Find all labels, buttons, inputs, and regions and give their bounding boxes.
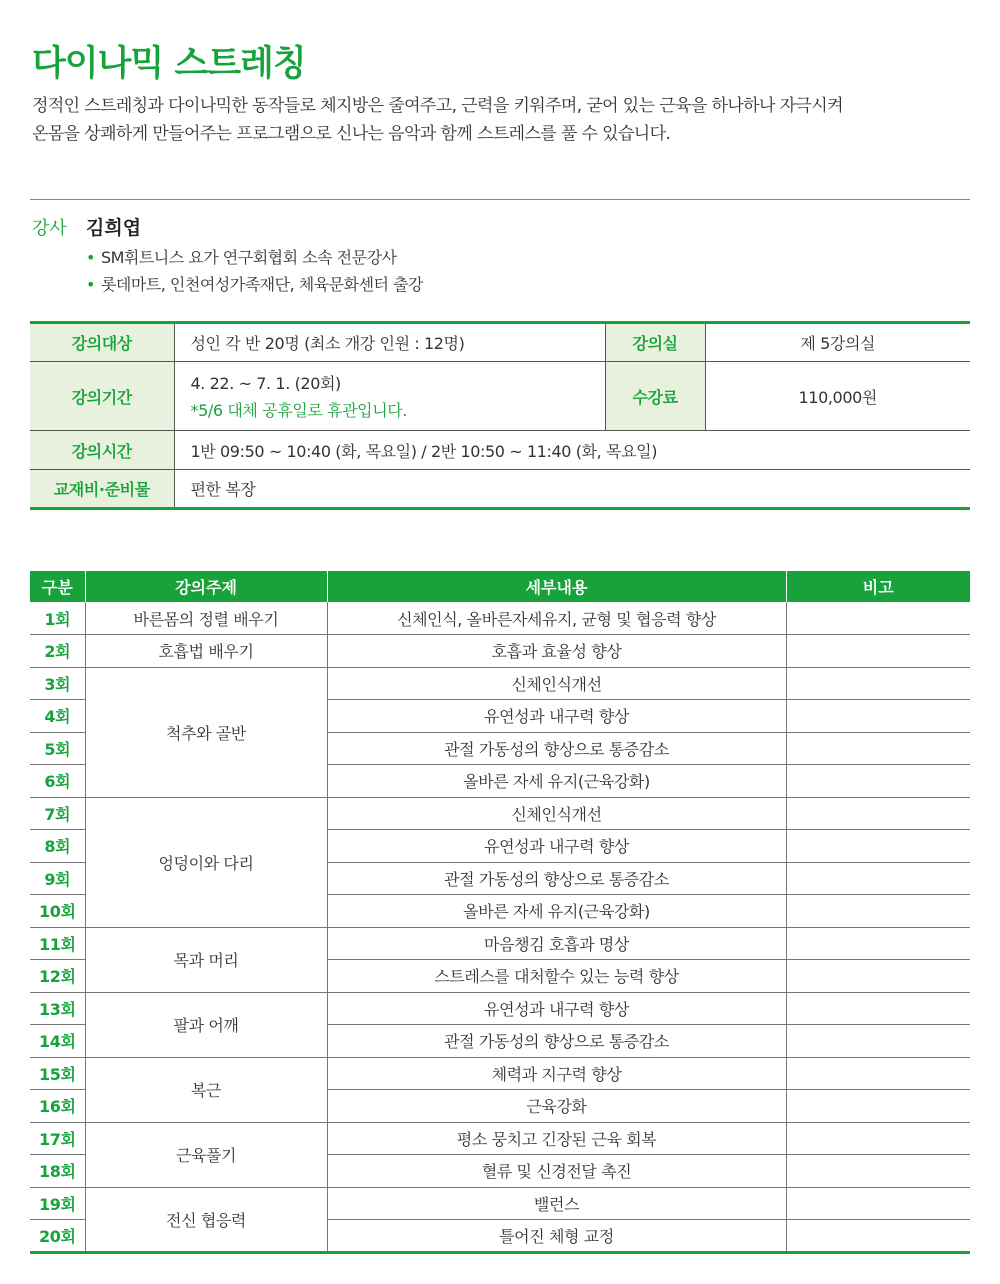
session-detail: 올바른 자세 유지(근육강화) [327,895,786,928]
program-description [32,92,982,148]
table-row [30,797,970,830]
career-item: • SM휘트니스 요가 연구회협회 소속 전문강사 [86,248,397,267]
session-detail: 신체인식개선 [327,667,786,700]
course-info-table [30,321,970,510]
session-topic: 엉덩이와 다리 [85,797,327,927]
session-number: 14회 [30,1025,85,1058]
description-line: 온몸을 상쾌하게 만들어주는 프로그램으로 신나는 음악과 함께 스트레스를 풀 수 있습니다. [32,124,671,144]
session-remarks [786,830,970,863]
session-remarks [786,602,970,635]
session-topic: 팔과 어깨 [85,992,327,1057]
session-topic: 목과 머리 [85,927,327,992]
session-remarks [786,1025,970,1058]
curriculum-body [30,602,970,1252]
session-remarks [786,992,970,1025]
table-row [30,635,970,668]
time-label: 강의시간 [30,431,174,470]
session-topic: 근육풀기 [85,1122,327,1187]
session-number: 2회 [30,635,85,668]
session-remarks [786,700,970,733]
fee-value: 110,000원 [705,362,970,431]
table-row [30,992,970,1025]
session-detail: 유연성과 내구력 향상 [327,992,786,1025]
session-detail: 혈류 및 신경전달 촉진 [327,1155,786,1188]
session-remarks [786,1122,970,1155]
session-number: 1회 [30,602,85,635]
session-remarks [786,1220,970,1253]
session-topic: 복근 [85,1057,327,1122]
description-line: 정적인 스트레칭과 다이나믹한 동작들로 체지방은 줄여주고, 근력을 키워주며, 굳어 있는 근육을 하나하나 자극시켜 [32,96,843,116]
session-number: 12회 [30,960,85,993]
session-number: 3회 [30,667,85,700]
session-detail: 관절 가동성의 향상으로 통증감소 [327,1025,786,1058]
session-remarks [786,1187,970,1220]
session-number: 13회 [30,992,85,1025]
session-number: 16회 [30,1090,85,1123]
session-detail: 유연성과 내구력 향상 [327,700,786,733]
session-topic: 바른몸의 정렬 배우기 [85,602,327,635]
period-note: *5/6 대체 공휴일로 휴관입니다. [190,401,408,420]
session-number: 10회 [30,895,85,928]
curriculum-header-row [30,571,970,602]
page-title: 다이나믹 스트레칭 [32,44,306,84]
session-topic: 호흡법 배우기 [85,635,327,668]
session-remarks [786,1155,970,1188]
session-remarks [786,1057,970,1090]
table-row [30,602,970,635]
materials-label: 교재비·준비물 [30,470,174,509]
session-remarks [786,895,970,928]
session-number: 17회 [30,1122,85,1155]
session-number: 15회 [30,1057,85,1090]
session-detail: 근육강화 [327,1090,786,1123]
table-row [30,1187,970,1220]
room-label: 강의실 [605,323,705,362]
info-row [30,362,970,431]
info-row [30,323,970,362]
period-value: 4. 22. ~ 7. 1. (20회) [190,374,341,393]
table-row [30,667,970,700]
session-remarks [786,797,970,830]
session-detail: 체력과 지구력 향상 [327,1057,786,1090]
session-detail: 스트레스를 대처할수 있는 능력 향상 [327,960,786,993]
session-remarks [786,765,970,798]
table-row [30,1122,970,1155]
session-detail: 관절 가동성의 향상으로 통증감소 [327,862,786,895]
instructor-name: 김희엽 [86,217,142,239]
session-detail: 호흡과 효율성 향상 [327,635,786,668]
session-number: 4회 [30,700,85,733]
period-cell [174,362,605,431]
session-detail: 틀어진 체형 교정 [327,1220,786,1253]
table-row [30,927,970,960]
session-topic: 척추와 골반 [85,667,327,797]
header-topic: 강의주제 [85,571,327,602]
session-remarks [786,1090,970,1123]
session-remarks [786,667,970,700]
session-number: 18회 [30,1155,85,1188]
fee-label: 수강료 [605,362,705,431]
session-remarks [786,862,970,895]
materials-value: 편한 복장 [190,480,256,499]
bullet-icon: • [86,275,95,294]
info-row [30,431,970,470]
session-number: 6회 [30,765,85,798]
target-value: 성인 각 반 20명 (최소 개강 인원 : 12명) [174,323,605,362]
session-detail: 밸런스 [327,1187,786,1220]
session-detail: 신체인식, 올바른자세유지, 균형 및 협응력 향상 [327,602,786,635]
session-remarks [786,927,970,960]
instructor-career-list [86,244,423,298]
session-number: 7회 [30,797,85,830]
session-number: 9회 [30,862,85,895]
header-remarks: 비고 [786,571,970,602]
session-remarks [786,635,970,668]
session-detail: 올바른 자세 유지(근육강화) [327,765,786,798]
curriculum-table [30,571,970,1254]
session-detail: 관절 가동성의 향상으로 통증감소 [327,732,786,765]
session-topic: 전신 협응력 [85,1187,327,1252]
target-label: 강의대상 [30,323,174,362]
table-row [30,1057,970,1090]
session-detail: 평소 뭉치고 긴장된 근육 회복 [327,1122,786,1155]
career-item: • 롯데마트, 인천여성가족재단, 체육문화센터 출강 [86,275,423,294]
session-number: 20회 [30,1220,85,1253]
session-number: 11회 [30,927,85,960]
bullet-icon: • [86,248,95,267]
session-number: 19회 [30,1187,85,1220]
info-row [30,470,970,509]
session-number: 8회 [30,830,85,863]
header-session: 구분 [30,571,85,602]
room-value: 제 5강의실 [705,323,970,362]
session-detail: 유연성과 내구력 향상 [327,830,786,863]
section-divider [30,199,970,200]
session-number: 5회 [30,732,85,765]
period-label: 강의기간 [30,362,174,431]
session-detail: 마음챙김 호흡과 명상 [327,927,786,960]
session-detail: 신체인식개선 [327,797,786,830]
session-remarks [786,960,970,993]
header-detail: 세부내용 [327,571,786,602]
time-value: 1반 09:50 ~ 10:40 (화, 목요일) / 2반 10:50 ~ 11:40 (화, 목요일) [174,431,970,470]
instructor-label: 강사 [32,218,67,239]
session-remarks [786,732,970,765]
